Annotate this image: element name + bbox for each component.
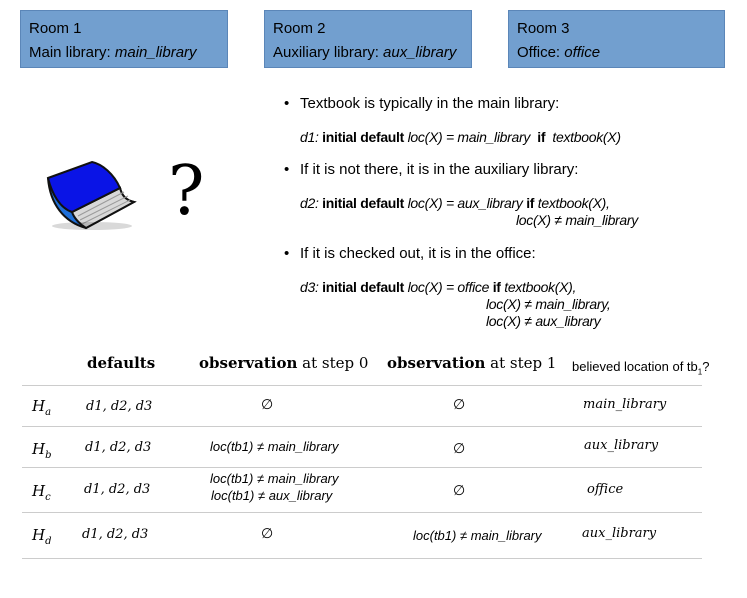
hypothesis-label-a: $H_a$ bbox=[32, 397, 52, 418]
row-c-obs0-line2: loc(tb1) ≠ aux_library bbox=[211, 488, 333, 503]
row-c-believed: office bbox=[587, 482, 624, 497]
room-2-label: Auxiliary library: bbox=[273, 44, 384, 61]
table-divider bbox=[22, 385, 702, 386]
hypothesis-label-b: $H_b$ bbox=[32, 440, 52, 461]
row-d-obs0: ∅ bbox=[261, 526, 274, 542]
row-a-obs1: ∅ bbox=[453, 397, 466, 413]
room-1-label: Main library: bbox=[29, 44, 115, 61]
room-3-box bbox=[508, 10, 725, 68]
table-divider bbox=[22, 558, 702, 559]
question-mark: ? bbox=[168, 152, 205, 231]
rule-d3: d3: initial default loc(X) = office if textbook(X), bbox=[300, 279, 577, 295]
table-divider bbox=[22, 467, 702, 468]
room-3-value: office bbox=[564, 44, 601, 61]
row-c-obs1: ∅ bbox=[453, 483, 466, 499]
header-obs-step-1: observation at step 1 bbox=[387, 354, 557, 372]
book-icon bbox=[42, 160, 138, 232]
rule-d2: d2: initial default loc(X) = aux_library if textbook(X), bbox=[300, 195, 610, 211]
bullet-2-text: If it is not there, it is in the auxiliary library: bbox=[300, 161, 579, 178]
row-d-obs1: loc(tb1) ≠ main_library bbox=[413, 528, 542, 543]
room-3-label: Office: bbox=[517, 44, 565, 61]
row-b-defaults: d1, d2, d3 bbox=[85, 440, 152, 455]
header-obs-step-0: observation at step 0 bbox=[199, 354, 369, 372]
room-1-name: Room 1 bbox=[29, 20, 82, 37]
room-2-name: Room 2 bbox=[273, 20, 326, 37]
row-b-obs1: ∅ bbox=[453, 441, 466, 457]
row-a-defaults: d1, d2, d3 bbox=[86, 399, 153, 414]
rule-d1: d1: initial default loc(X) = main_library if textbook(X) bbox=[300, 129, 621, 145]
header-defaults: defaults bbox=[87, 354, 156, 372]
room-2-value: aux_library bbox=[383, 44, 457, 61]
row-d-believed: aux_library bbox=[582, 526, 657, 541]
rule-d2-cond2: loc(X) ≠ main_library bbox=[516, 212, 638, 228]
rule-d3-cond3: loc(X) ≠ aux_library bbox=[486, 313, 601, 329]
hypothesis-label-d: $H_d$ bbox=[32, 526, 52, 547]
room-3-name: Room 3 bbox=[517, 20, 570, 37]
row-a-believed: main_library bbox=[583, 397, 667, 412]
row-c-obs0-line1: loc(tb1) ≠ main_library bbox=[210, 471, 339, 486]
room-1-value: main_library bbox=[114, 44, 197, 61]
room-1-box bbox=[20, 10, 228, 68]
row-a-obs0: ∅ bbox=[261, 397, 274, 413]
table-divider bbox=[22, 426, 702, 427]
row-d-defaults: d1, d2, d3 bbox=[82, 527, 149, 542]
rule-d3-cond2: loc(X) ≠ main_library, bbox=[486, 296, 611, 312]
room-2-box bbox=[264, 10, 472, 68]
bullet-3-text: If it is checked out, it is in the office: bbox=[300, 245, 536, 262]
bullet-1-text: Textbook is typically in the main library: bbox=[300, 95, 560, 112]
row-b-obs0: loc(tb1) ≠ main_library bbox=[210, 439, 339, 454]
header-believed-location: believed location of $tb_1$? bbox=[572, 359, 710, 377]
row-b-believed: aux_library bbox=[584, 438, 659, 453]
row-c-defaults: d1, d2, d3 bbox=[84, 482, 151, 497]
hypothesis-label-c: $H_c$ bbox=[32, 482, 51, 503]
table-divider bbox=[22, 512, 702, 513]
